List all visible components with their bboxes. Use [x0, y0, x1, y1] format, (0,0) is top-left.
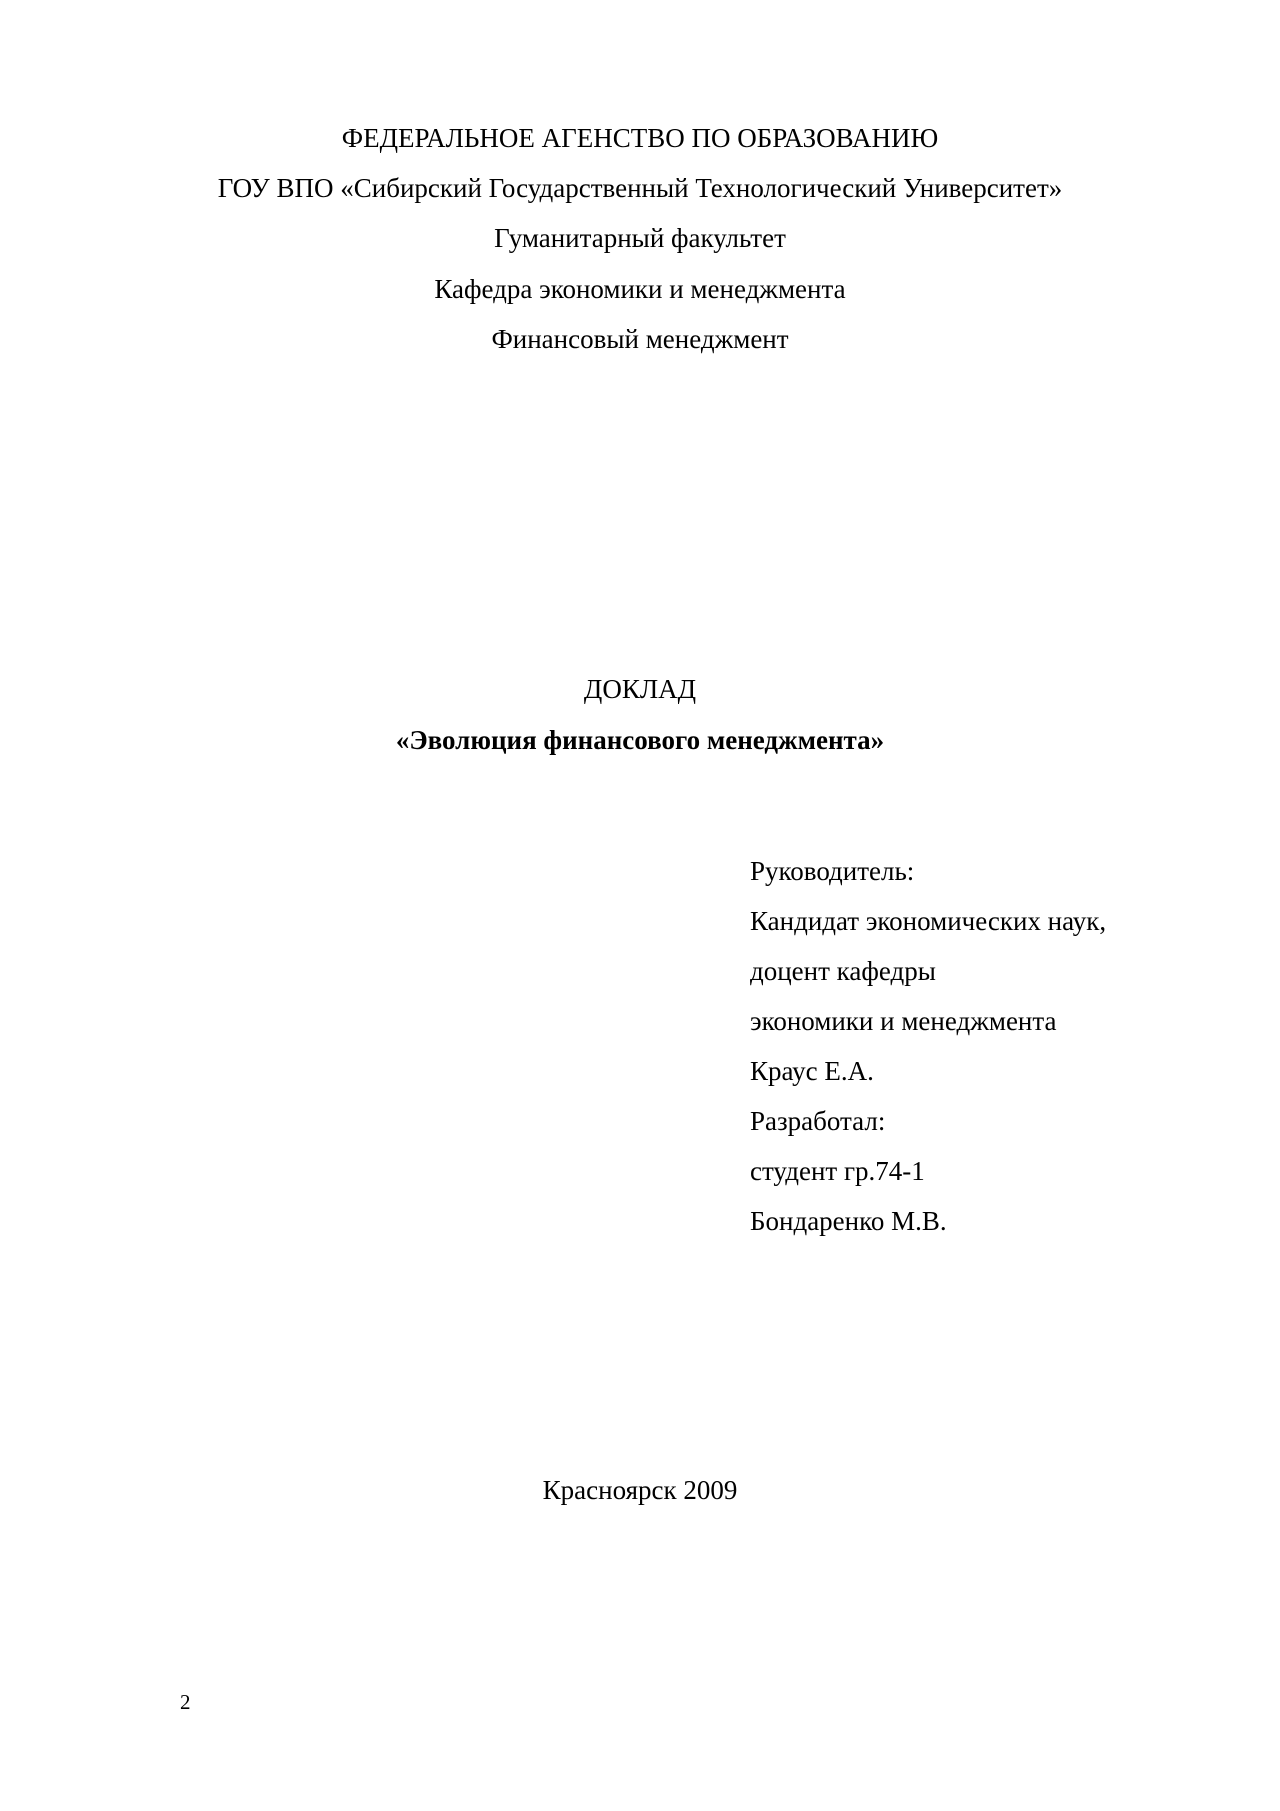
document-topic: «Эволюция финансового менеджмента»	[395, 725, 885, 755]
authors-line: Кандидат экономических наук,	[750, 906, 1107, 936]
authors-line: Краус Е.А.	[750, 1056, 874, 1086]
university-name: ГОУ ВПО «Сибирский Государственный Технологический Университет»	[217, 173, 1063, 203]
authors-line: доцент кафедры	[750, 956, 936, 986]
faculty-name: Гуманитарный факультет	[494, 223, 786, 253]
page-number: 2	[180, 1690, 191, 1714]
city-year: Красноярск 2009	[542, 1475, 738, 1505]
discipline-name: Финансовый менеджмент	[491, 324, 789, 354]
authors-block	[750, 858, 1106, 1258]
authors-line: Разработал:	[750, 1106, 886, 1136]
authors-line: Бондаренко М.В.	[750, 1206, 947, 1236]
department-name: Кафедра экономики и менеджмента	[434, 274, 846, 304]
document-type: ДОКЛАД	[583, 674, 697, 704]
authors-line: экономики и менеджмента	[750, 1006, 1057, 1036]
authors-line: Руководитель:	[750, 856, 915, 886]
agency-name: ФЕДЕРАЛЬНОЕ АГЕНСТВО ПО ОБРАЗОВАНИЮ	[341, 123, 939, 153]
authors-line: студент гр.74-1	[750, 1156, 925, 1186]
